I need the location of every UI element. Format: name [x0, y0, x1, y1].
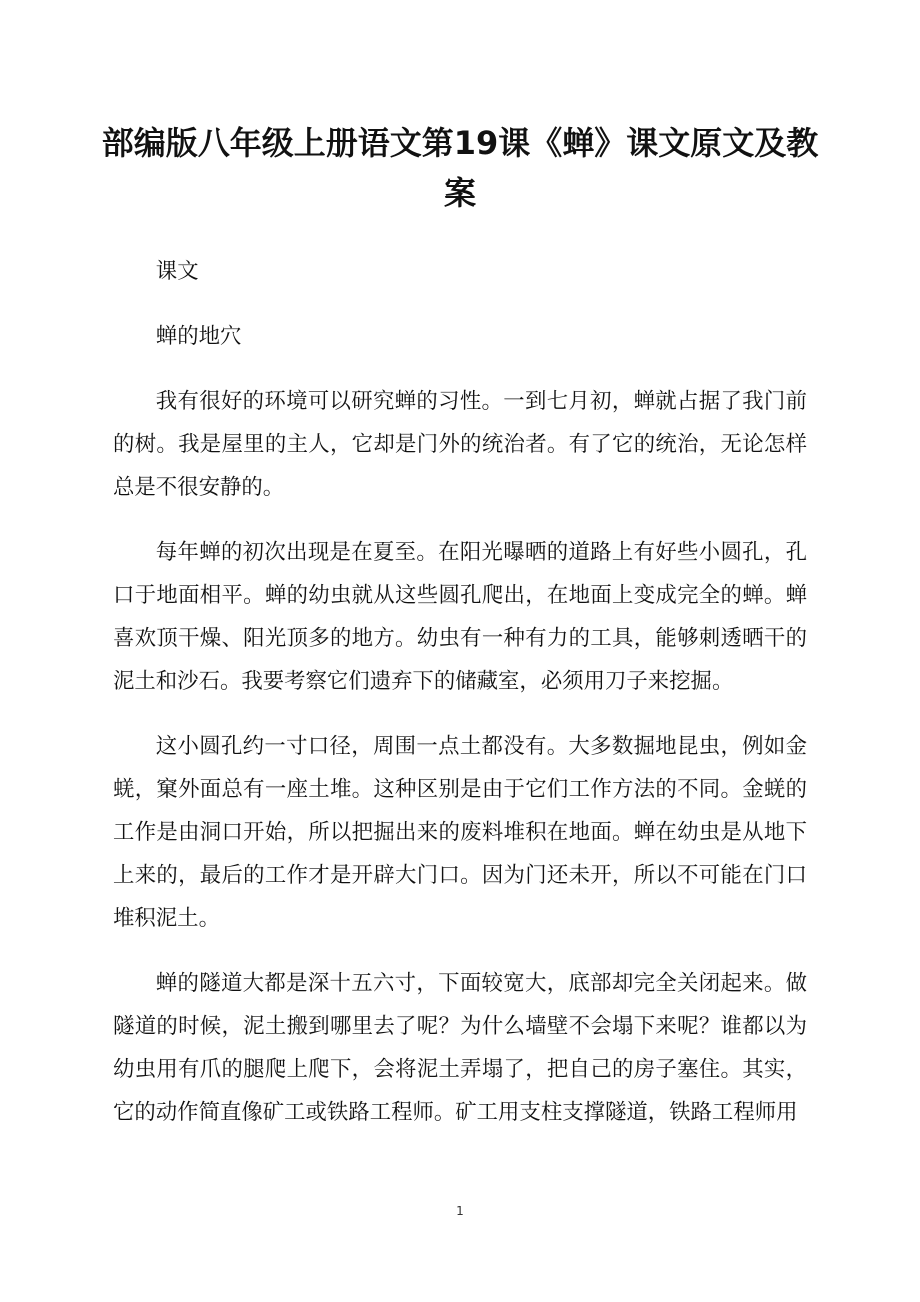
paragraph: 我有很好的环境可以研究蝉的习性。一到七月初，蝉就占据了我门前的树。我是屋里的主人，它却是门外的统治者。有了它的统治，无论怎样总是不很安静的。: [113, 389, 807, 500]
section-heading: 课文: [155, 259, 199, 284]
paragraph: 这小圆孔约一寸口径，周围一点土都没有。大多数掘地昆虫，例如金蜣，窠外面总有一座土堆。这种区别是由于它们工作方法的不同。金蜣的工作是由洞口开始，所以把掘出来的废料堆积在地面。蝉在幼虫是从地下上来的，最后的工作才是开辟大门口。因为门还未开，所以不可能在门口堆积泥土。: [113, 734, 807, 931]
document-title: 部编版八年级上册语文第19课《蝉》课文原文及教案: [101, 124, 819, 212]
page-number: 1: [456, 1204, 464, 1218]
document-body: [113, 250, 807, 1156]
paragraph: 蝉的隧道大都是深十五六寸，下面较宽大，底部却完全关闭起来。做隧道的时候，泥土搬到哪里去了呢？为什么墙壁不会塌下来呢？谁都以为幼虫用有爪的腿爬上爬下，会将泥土弄塌了，把自己的房子塞住。其实，它的动作简直像矿工或铁路工程师。矿工用支柱支撑隧道，铁路工程师用: [113, 971, 807, 1125]
paragraph: 每年蝉的初次出现是在夏至。在阳光曝晒的道路上有好些小圆孔，孔口于地面相平。蝉的幼虫就从这些圆孔爬出，在地面上变成完全的蝉。蝉喜欢顶干燥、阳光顶多的地方。幼虫有一种有力的工具，能够刺透晒干的泥土和沙石。我要考察它们遗弃下的储藏室，必须用刀子来挖掘。: [113, 540, 807, 694]
subsection-heading: 蝉的地穴: [155, 324, 242, 349]
